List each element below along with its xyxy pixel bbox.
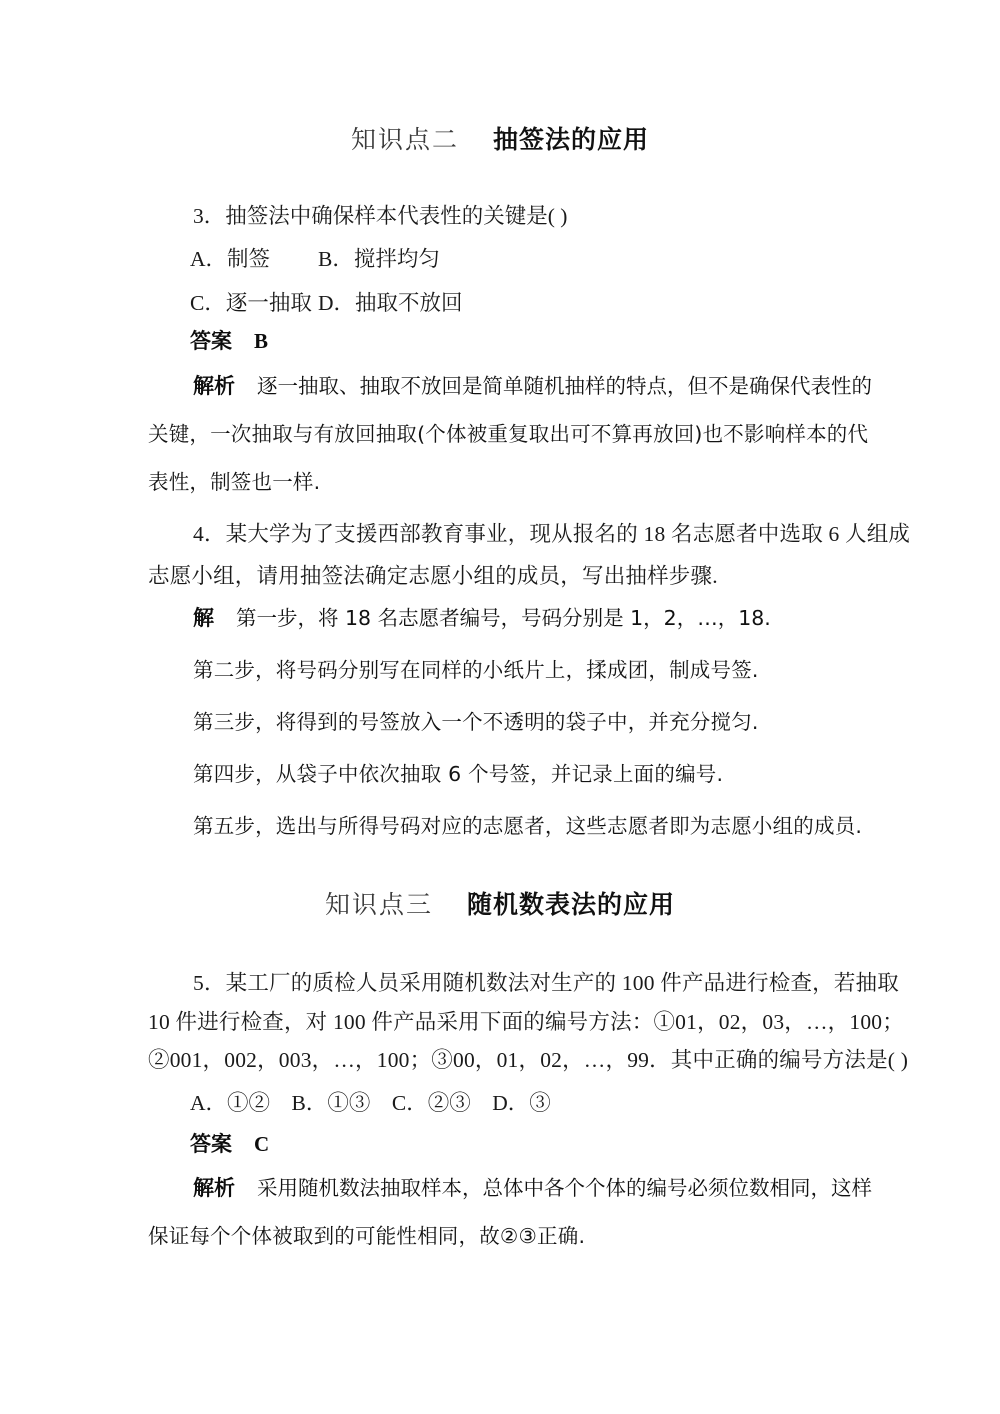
section-title: 抽签法的应用 bbox=[493, 125, 650, 154]
section-kp-label: 知识点三 bbox=[324, 892, 433, 919]
solution-step-1: 第一步，将 18 名志愿者编号，号码分别是 1，2，…，18. bbox=[236, 606, 771, 630]
analysis-text-line-1: 采用随机数法抽取样本，总体中各个个体的编号必须位数相同，这样 bbox=[257, 1176, 872, 1200]
answer-value: C bbox=[254, 1132, 270, 1156]
question-5-options[interactable]: A．①② B．①③ C．②③ D．③ bbox=[190, 1091, 551, 1115]
question-3-option-a[interactable]: A．制签 bbox=[190, 247, 271, 271]
answer-label: 答案 bbox=[190, 1132, 232, 1156]
question-3-option-b[interactable]: B．搅拌均匀 bbox=[318, 247, 440, 271]
solution-label: 解 bbox=[193, 606, 214, 630]
question-4-stem-line-1: 4．某大学为了支援西部教育事业，现从报名的 18 名志愿者中选取 6 人组成 bbox=[193, 522, 911, 546]
analysis-label: 解析 bbox=[193, 1176, 235, 1200]
section-kp-label: 知识点二 bbox=[350, 127, 459, 154]
question-3-stem: 3．抽签法中确保样本代表性的关键是( ) bbox=[193, 204, 568, 228]
question-3-answer-row bbox=[190, 325, 268, 355]
question-5-stem-line-2: 10 件进行检查，对 100 件产品采用下面的编号方法：①01，02，03，…，100； bbox=[148, 1010, 904, 1034]
section-title: 随机数表法的应用 bbox=[467, 890, 676, 919]
analysis-text-line-2: 保证每个个体被取到的可能性相同，故②③正确. bbox=[148, 1224, 586, 1248]
question-5-analysis-row bbox=[193, 1171, 872, 1202]
solution-step-2: 第二步，将号码分别写在同样的小纸片上，揉成团，制成号签. bbox=[193, 658, 759, 682]
section-heading-kp2 bbox=[140, 120, 860, 156]
question-4-solution-row bbox=[193, 601, 771, 632]
solution-step-3: 第三步，将得到的号签放入一个不透明的袋子中，并充分搅匀. bbox=[193, 710, 759, 734]
solution-step-5: 第五步，选出与所得号码对应的志愿者，这些志愿者即为志愿小组的成员. bbox=[193, 814, 863, 838]
question-4-stem-line-2: 志愿小组，请用抽签法确定志愿小组的成员，写出抽样步骤. bbox=[148, 564, 718, 588]
analysis-text-line-3: 表性，制签也一样. bbox=[148, 470, 321, 494]
question-5-stem-line-3: ②001，002，003，…，100；③00，01，02，…，99．其中正确的编号方法是( ) bbox=[148, 1048, 909, 1072]
answer-label: 答案 bbox=[190, 329, 232, 353]
answer-value: B bbox=[254, 329, 269, 353]
question-3-option-d[interactable]: D．抽取不放回 bbox=[318, 291, 463, 315]
question-3-analysis-row bbox=[193, 369, 872, 400]
question-5-stem-line-1: 5．某工厂的质检人员采用随机数法对生产的 100 件产品进行检查，若抽取 bbox=[193, 971, 899, 995]
analysis-label: 解析 bbox=[193, 374, 235, 398]
solution-step-4: 第四步，从袋子中依次抽取 6 个号签，并记录上面的编号. bbox=[193, 762, 724, 786]
analysis-text-line-2: 关键，一次抽取与有放回抽取(个体被重复取出可不算再放回)也不影响样本的代 bbox=[148, 422, 869, 446]
question-5-answer-row bbox=[190, 1128, 269, 1158]
question-3-option-c[interactable]: C．逐一抽取 bbox=[190, 291, 312, 315]
analysis-text-line-1: 逐一抽取、抽取不放回是简单随机抽样的特点，但不是确保代表性的 bbox=[257, 374, 872, 398]
section-heading-kp3 bbox=[140, 885, 860, 921]
